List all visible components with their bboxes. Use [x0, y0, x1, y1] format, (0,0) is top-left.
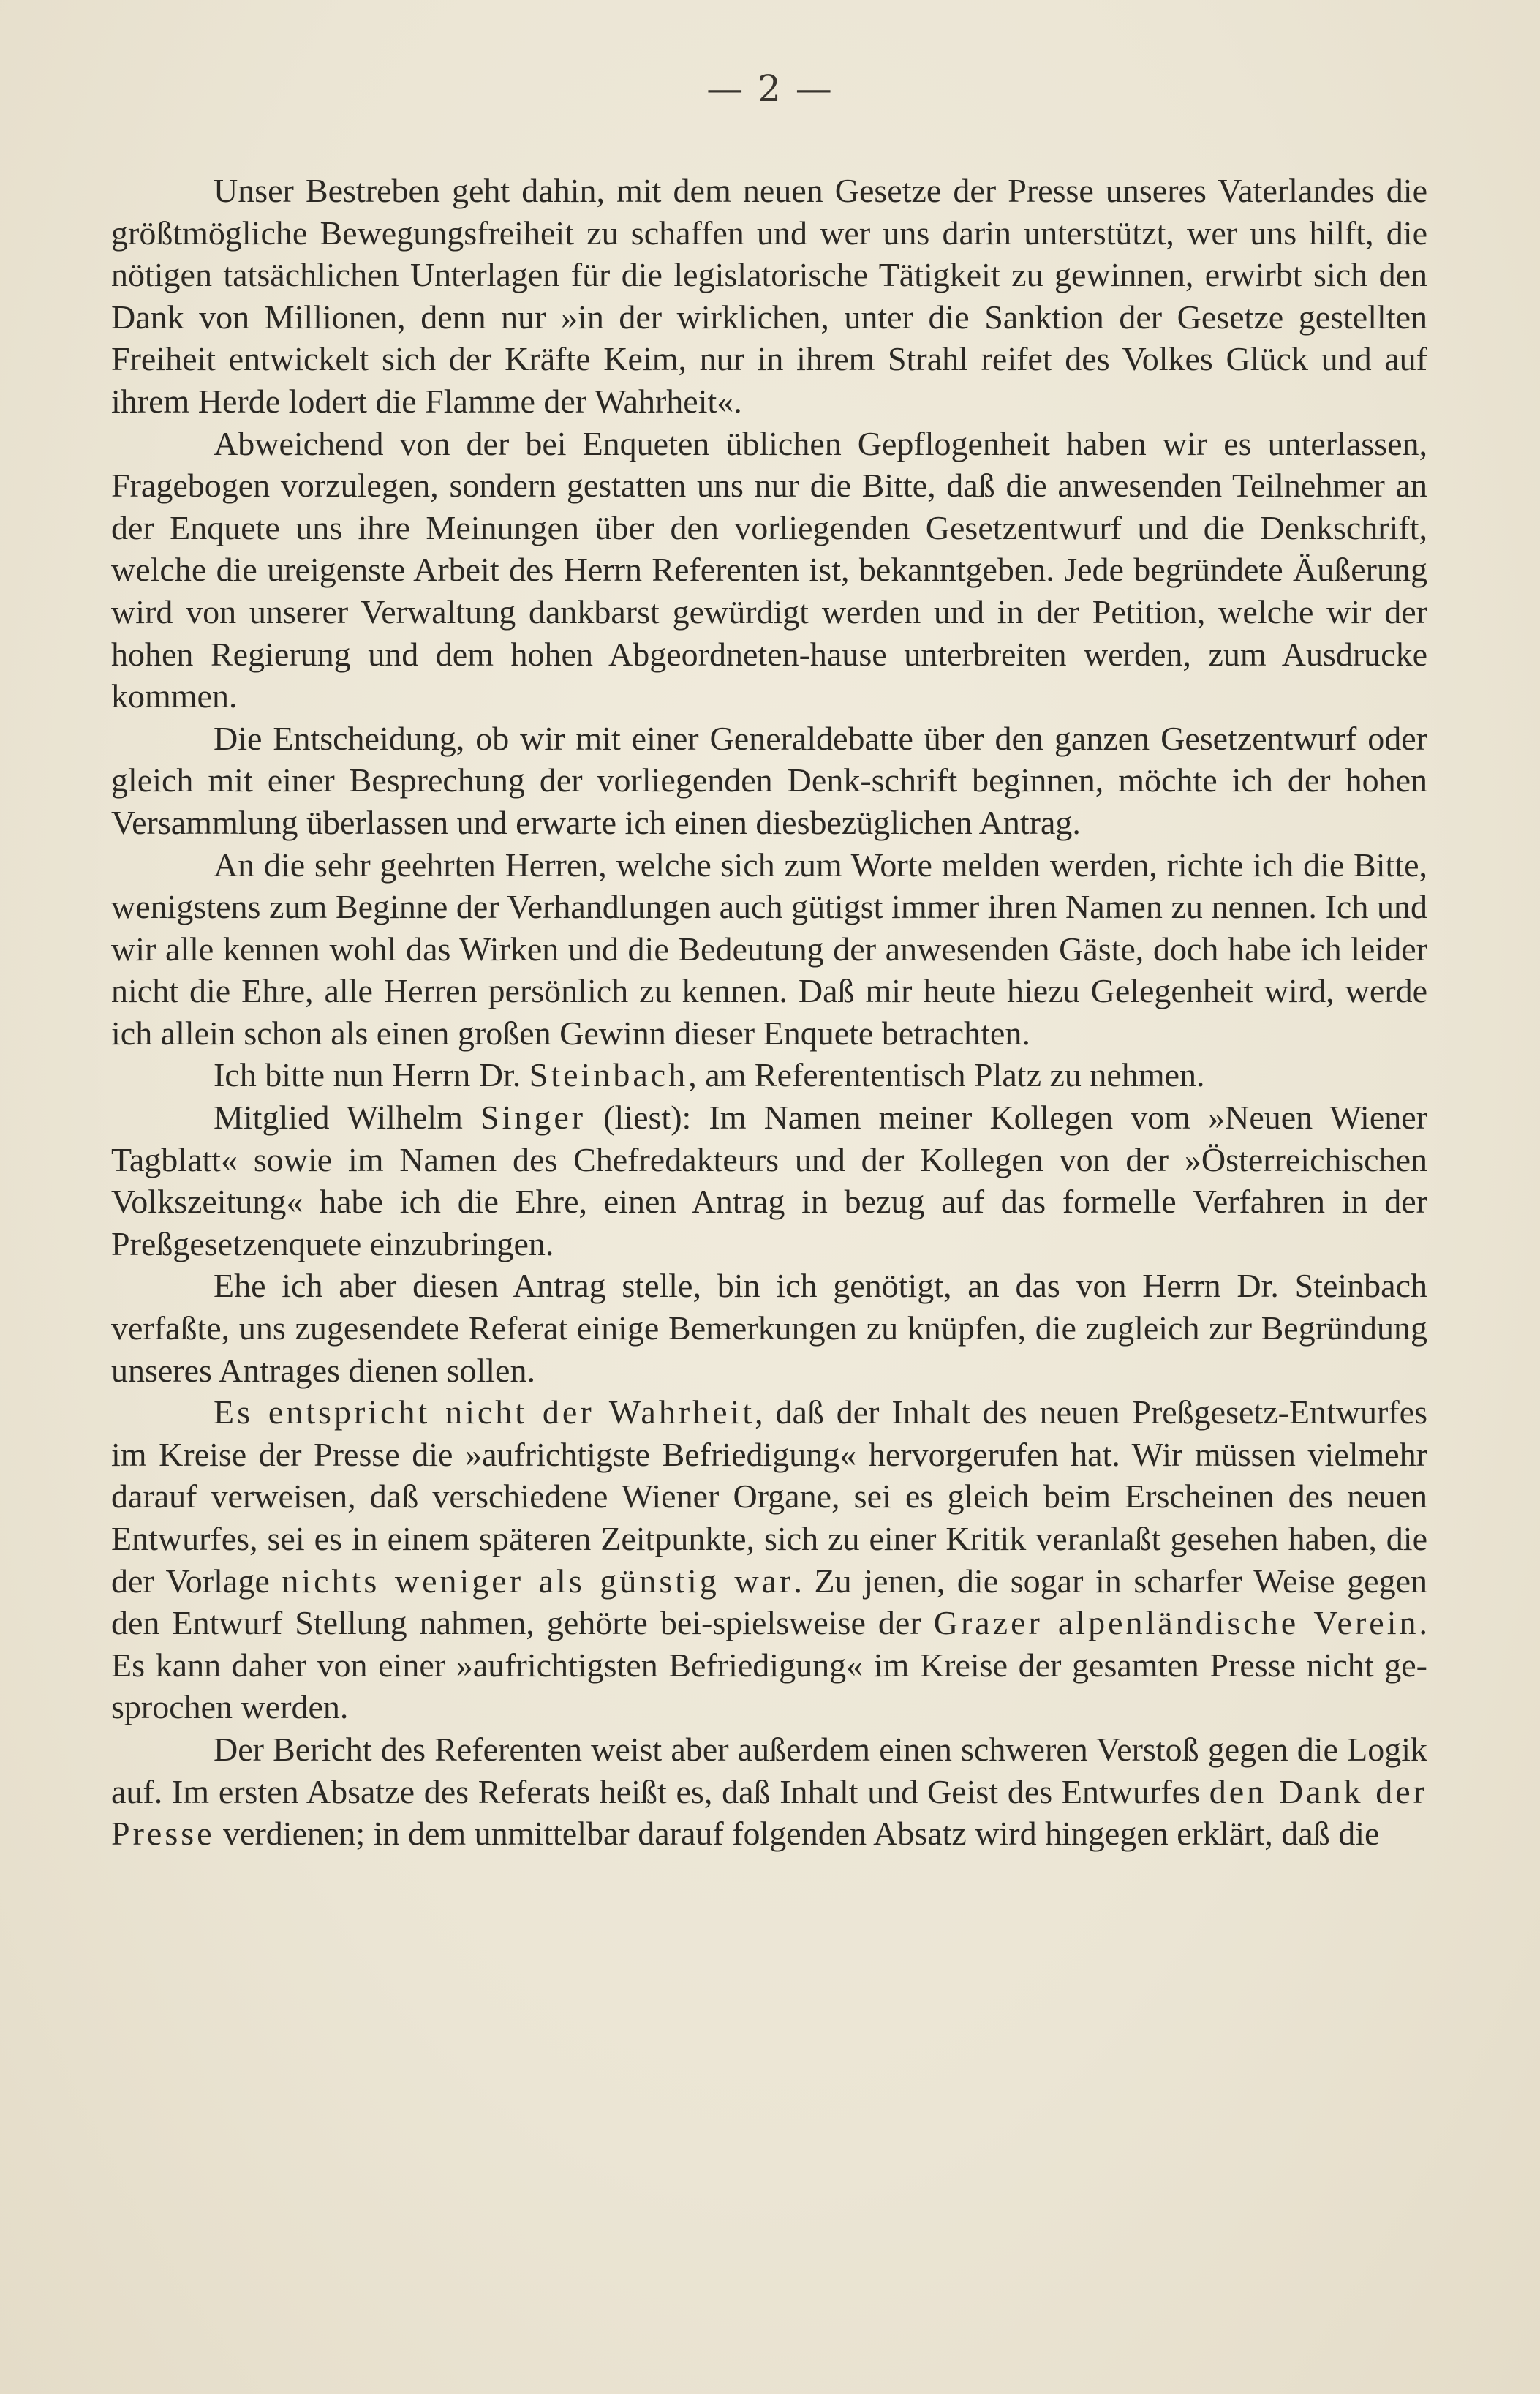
paragraph-5 — [111, 1054, 1427, 1096]
paragraph-6 — [111, 1096, 1427, 1265]
p9-text-2: verdienen; in dem unmittelbar darauf folgenden Absatz wird hingegen erklärt, daß die — [214, 1815, 1380, 1853]
paragraph-2: Abweichend von der bei Enqueten üblichen Gepflogenheit haben wir es unterlassen, Fragebogen vorzulegen, sondern gestatten uns nur die Bitte, daß die anwesenden Teilnehmer an der Enquete uns ihre Meinungen über den vorliegenden Gesetzentwurf und die Denkschrift, welche die ureigenste Arbeit des Herrn Referenten ist, bekanntgeben. Jede begründete Äußerung wird von unserer Verwaltung dankbarst gewürdigt werden und in der Petition, welche wir der hohen Regierung und dem hohen Abgeordneten-hause unterbreiten werden, zum Ausdrucke kommen. — [111, 424, 1427, 715]
p5-text-before: Ich bitte nun Herrn Dr. — [214, 1056, 529, 1094]
p5-text-after: , am Referententisch Platz zu nehmen. — [688, 1056, 1205, 1094]
spaced-emphasis-2: nichts weniger als günstig war — [282, 1562, 794, 1600]
p8-text-3: . Es kann daher von einer »aufrichtigsten Befriedigung« im Kreise der gesamten Presse nicht ge-sprochen werden. — [111, 1604, 1427, 1726]
paragraph-1: Unser Bestreben geht dahin, mit dem neuen Gesetze der Presse unseres Vaterlandes die größtmögliche Bewegungsfreiheit zu schaffen und wer uns darin unterstützt, wer uns hilft, die nötigen tatsächlichen Unterlagen für die legislatorische Tätigkeit zu gewinnen, erwirbt sich den Dank von Millionen, denn nur »in der wirklichen, unter die Sanktion der Gesetze gestellten Freiheit entwickelt sich der Kräfte Keim, nur in ihrem Strahl reifet des Volkes Glück und auf ihrem Herde lodert die Flamme der Wahrheit«. — [111, 172, 1427, 420]
p6-text-before: Mitglied Wilhelm — [214, 1099, 480, 1137]
p8-text-1: , daß der Inhalt des neuen Preßgesetz-Entwurfes im Kreise der Presse die »aufrichtigste Befriedigung« hervorgerufen hat. Wir müssen vielmehr darauf verweisen, daß verschiedene Wiener Organe, sei es gleich beim Erscheinen des neuen Entwurfes, sei es in einem späteren Zeitpunkte, sich zu einer Kritik veranlaßt gesehen haben, die der Vorlage — [111, 1393, 1427, 1600]
paragraph-4: An die sehr geehrten Herren, welche sich zum Worte melden werden, richte ich die Bitte, wenigstens zum Beginne der Verhandlungen auch gütigst immer ihren Namen zu nennen. Ich und wir alle kennen wohl das Wirken und die Bedeutung der anwesenden Gäste, doch habe ich leider nicht die Ehre, alle Herren persönlich zu kennen. Daß mir heute hiezu Gelegenheit wird, werde ich allein schon als einen großen Gewinn dieser Enquete betrachten. — [111, 846, 1427, 1052]
paragraph-7: Ehe ich aber diesen Antrag stelle, bin ich genötigt, an das von Herrn Dr. Steinbach verfaßte, uns zugesendete Referat einige Bemerkungen zu knüpfen, die zugleich zur Begründung unseres Antrages dienen sollen. — [111, 1267, 1427, 1389]
p9-text-1: Der Bericht des Referenten weist aber außerdem einen schweren Verstoß gegen die Logik auf. Im ersten Absatze des Referats heißt es, daß Inhalt und Geist des Entwurfes — [111, 1730, 1427, 1810]
body-text — [111, 170, 1427, 1855]
spaced-emphasis-3: Grazer alpenländische Verein — [933, 1604, 1419, 1642]
speaker-name-steinbach: Steinbach — [529, 1056, 689, 1094]
spaced-emphasis-1: Es entspricht nicht der Wahrheit — [214, 1393, 755, 1431]
speaker-name-singer: Singer — [480, 1099, 586, 1137]
p8-text-2: . Zu jenen, die sogar in scharfer Weise gegen den Entwurf Stellung nahmen, gehörte bei-spielsweise der — [111, 1562, 1427, 1642]
paragraph-3: Die Entscheidung, ob wir mit einer Generaldebatte über den ganzen Gesetzentwurf oder gleich mit einer Besprechung der vorliegenden Denk-schrift beginnen, möchte ich der hohen Versammlung überlassen und erwarte ich einen diesbezüglichen Antrag. — [111, 719, 1427, 841]
p6-text-after: (liest): Im Namen meiner Kollegen vom »Neuen Wiener Tagblatt« sowie im Namen des Chefredakteurs und der Kollegen von der »Österreichischen Volkszeitung« habe ich die Ehre, einen Antrag in bezug auf das formelle Verfahren in der Preßgesetzenquete einzubringen. — [111, 1099, 1427, 1262]
paragraph-9 — [111, 1728, 1427, 1855]
spaced-emphasis-4: den Dank der Presse — [111, 1772, 1427, 1853]
page-number: — 2 — — [706, 67, 834, 110]
paragraph-8 — [111, 1391, 1427, 1728]
